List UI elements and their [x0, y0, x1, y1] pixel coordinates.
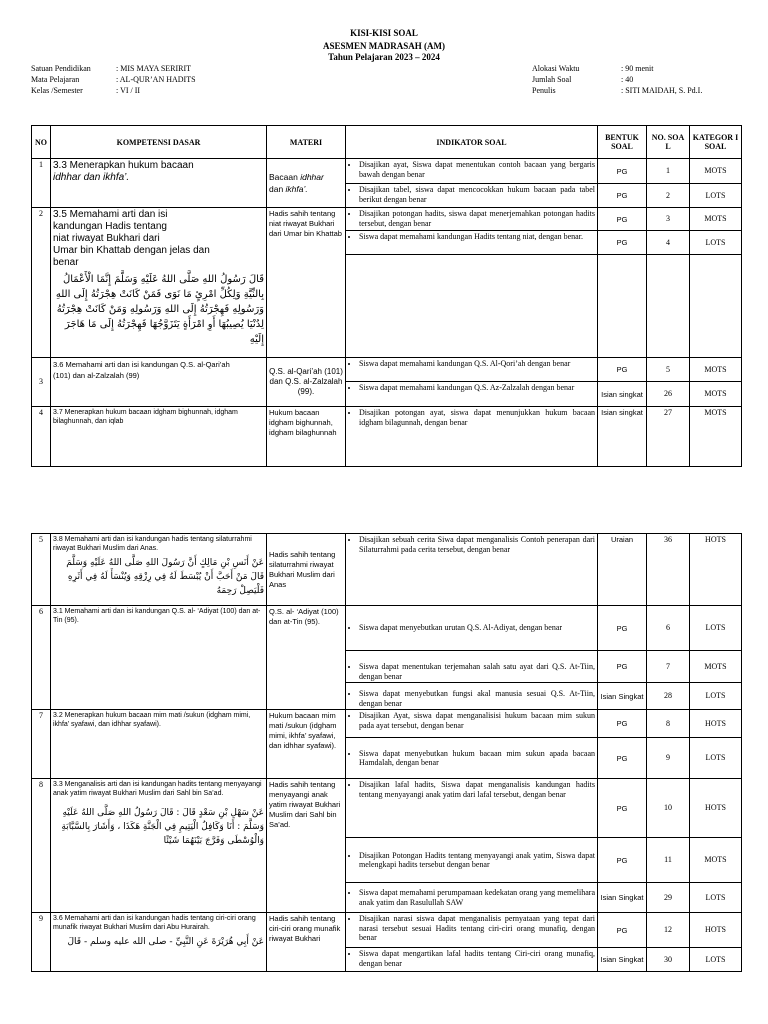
kd-text: (101) dan al-Zalzalah (99)	[53, 371, 140, 380]
kd-cell	[51, 534, 267, 606]
indikator-text: • Disajikan lafal hadits, Siswa dapat menganalisis kandungan hadits tentang menyayangi anak yatim dari lafal tersebut, dengan benar	[359, 780, 595, 799]
materi-text: ikhfa’.	[285, 184, 308, 194]
indikator-cell	[346, 407, 598, 467]
nosoal-cell: 2	[647, 184, 690, 208]
nosoal-cell: 36	[647, 534, 690, 606]
indikator-text: • Siswa dapat memahami kandungan Q.S. Az-Zalzalah dengan benar	[359, 383, 595, 393]
hadith-arabic-text: عَنْ أَنَسِ بْنِ مَالِكٍ أَنَّ رَسُولَ اللهِ صَلَّى اللهُ عَلَيْهِ وَسَلَّمَ قَالَ مَنْ أَحَبَّ أَنْ يُبْسَطَ لَهُ فِي رِزْقِهِ وَيُنْسَأَ لَهُ فِي أَثَرِهِ فَلْيَصِلْ رَحِمَهُ	[66, 558, 264, 596]
indikator-text: • Siswa dapat menentukan terjemahan salah satu ayat dari Q.S. At-Tiin, dengan benar	[359, 662, 595, 681]
indikator-text: • Disajikan potongan hadits, siswa dapat menerjemahkan potongan hadits tersebut, dengan benar	[359, 209, 595, 228]
kisi-table-page-2	[31, 533, 742, 972]
meta-row	[31, 74, 196, 85]
nosoal-cell-empty	[647, 255, 690, 358]
indikator-text: • Siswa dapat mengartikan lafal hadits tentang Ciri-ciri orang munafiq, dengan benar	[359, 949, 595, 968]
kd-cell: 3.2 Menerapkan hukum bacaan mim mati /sukun (idgham mimi, ikhfa’ syafawi, dan idhhar syafawi).	[51, 710, 267, 779]
bentuk-cell: Isian singkat	[598, 382, 647, 407]
meta-right	[532, 63, 702, 96]
kategori-cell: LOTS	[690, 948, 742, 972]
col-header-materi: MATERI	[267, 126, 346, 159]
nosoal-cell: 26	[647, 382, 690, 407]
meta-row	[31, 63, 196, 74]
bentuk-cell: PG	[598, 651, 647, 683]
nosoal-cell: 4	[647, 231, 690, 255]
kategori-cell: LOTS	[690, 683, 742, 710]
materi-cell: Hadis sahih tentang silaturrahmi riwayat Bukhari Muslim dari Anas	[267, 534, 346, 606]
col-header-kategori: KATEGOR I SOAL	[690, 126, 742, 159]
indikator-cell	[346, 948, 598, 972]
indikator-cell	[346, 382, 598, 407]
meta-label: Alokasi Waktu	[532, 64, 580, 73]
indikator-text: • Disajikan sebuah cerita Siwa dapat menganalisis Contoh penerapan dari Silaturrahmi pada cerita tersebut, dengan benar	[359, 535, 595, 554]
kategori-cell: LOTS	[690, 184, 742, 208]
kategori-cell: MOTS	[690, 208, 742, 231]
table-row	[32, 779, 742, 838]
indikator-cell	[346, 208, 598, 231]
doc-year: Tahun Pelajaran 2023 – 2024	[328, 52, 440, 62]
hadith-arabic-text: عَنْ سَهْلِ بْنِ سَعْدٍ قَالَ : قَالَ رَسُولُ اللهِ صَلَّى اللهُ عَلَيْهِ وَسَلَّمَ : أَنَا وَكَافِلُ الْيَتِيمِ فِي الْجَنَّةِ هَكَذَا ، وَأَشَارَ بِالسَّبَّابَةِ وَالْوُسْطَى وَفَرَّجَ بَيْنَهُمَا شَيْئًا	[61, 808, 264, 846]
meta-label: Jumlah Soal	[532, 75, 572, 84]
hadith-arabic-text: عَنْ أَبِي هُرَيْرَةَ عَنِ النَّبِيِّ - صلى الله عليه وسلم - قَالَ	[67, 937, 264, 947]
row-no: 9	[32, 913, 51, 972]
meta-value: : SITI MAIDAH, S. Pd.I.	[621, 86, 703, 95]
table-header-row	[32, 126, 742, 159]
bentuk-cell: PG	[598, 913, 647, 948]
nosoal-cell: 8	[647, 710, 690, 738]
indikator-cell	[346, 534, 598, 606]
materi-cell: Q.S. al-Qari’ah (101) dan Q.S. al-Zalzalah (99).	[267, 358, 346, 407]
table-row	[32, 913, 742, 948]
kategori-cell: LOTS	[690, 231, 742, 255]
materi-cell: Hadis sahih tentang ciri-ciri orang munafik riwayat Bukhari	[267, 913, 346, 972]
meta-row	[31, 85, 196, 96]
col-header-kd: KOMPETENSI DASAR	[51, 126, 267, 159]
materi-text: Bacaan	[269, 172, 301, 182]
meta-left	[31, 63, 196, 96]
kd-text: 3.3 Menganalisis arti dan isi kandungan hadits tentang menyayangi anak yatim riwayat Bukhari Muslim dari Sahl bin Sa’ad.	[53, 781, 262, 797]
materi-cell: Hadis sahih tentang niat riwayat Bukhari dari Umar bin Khattab	[267, 208, 346, 358]
nosoal-cell: 5	[647, 358, 690, 382]
meta-label: Kelas /Semester	[31, 86, 83, 95]
kategori-cell: MOTS	[690, 382, 742, 407]
kategori-cell: MOTS	[690, 407, 742, 467]
col-header-indikator: INDIKATOR SOAL	[346, 126, 598, 159]
row-no: 8	[32, 779, 51, 913]
indikator-cell	[346, 606, 598, 651]
kategori-cell: MOTS	[690, 651, 742, 683]
indikator-cell	[346, 159, 598, 184]
row-no: 1	[32, 159, 51, 208]
table-row	[32, 358, 742, 382]
bentuk-cell: PG	[598, 231, 647, 255]
materi-cell: Q.S. al- ‘Adiyat (100) dan at-Tin (95).	[267, 606, 346, 710]
table-row	[32, 208, 742, 231]
row-no: 2	[32, 208, 51, 358]
bentuk-cell: PG	[598, 208, 647, 231]
row-no: 5	[32, 534, 51, 606]
bentuk-cell: PG	[598, 779, 647, 838]
col-header-nosoal: NO. SOA L	[647, 126, 690, 159]
kd-cell	[51, 358, 267, 407]
indikator-cell	[346, 913, 598, 948]
kd-text: benar	[53, 257, 79, 268]
kategori-cell: MOTS	[690, 358, 742, 382]
bentuk-cell: PG	[598, 606, 647, 651]
nosoal-cell: 7	[647, 651, 690, 683]
row-no: 7	[32, 710, 51, 779]
table-row	[32, 407, 742, 467]
bentuk-cell: PG	[598, 159, 647, 184]
kategori-cell: HOTS	[690, 779, 742, 838]
indikator-cell	[346, 231, 598, 255]
kategori-cell: HOTS	[690, 534, 742, 606]
meta-row	[532, 63, 702, 74]
indikator-cell	[346, 710, 598, 738]
bentuk-cell: PG	[598, 184, 647, 208]
indikator-text: • Siswa dapat memahami kandungan Hadits tentang niat, dengan benar.	[359, 232, 595, 242]
meta-value: : 90 menit	[621, 64, 654, 73]
indikator-cell-empty	[346, 255, 598, 358]
indikator-text: • Siswa dapat menyebutkan urutan Q.S. Al-Adiyat, dengan benar	[359, 623, 595, 633]
bentuk-cell: Isian singkat	[598, 407, 647, 467]
meta-row	[532, 85, 702, 96]
indikator-text: • Siswa dapat memahami kandungan Q.S. Al-Qori’ah dengan benar	[359, 359, 595, 369]
bentuk-cell: PG	[598, 358, 647, 382]
indikator-text: • Disajikan Ayat, siswa dapat menganalisisi hukum bacaan mim sukun pada ayat tersebut, dengan benar	[359, 711, 595, 730]
nosoal-cell: 30	[647, 948, 690, 972]
kategori-cell: LOTS	[690, 883, 742, 913]
kd-text: 3.6 Memahami arti dan isi kandungan hadis tentang ciri-ciri orang munafik riwayat Bukhari Muslim dari Abu Hurairah.	[53, 915, 256, 931]
row-no: 4	[32, 407, 51, 467]
indikator-cell	[346, 838, 598, 883]
materi-cell: Hukum bacaan idgham bighunnah, idgham bilaghunnah	[267, 407, 346, 467]
indikator-cell	[346, 738, 598, 779]
kategori-cell: HOTS	[690, 913, 742, 948]
meta-row	[532, 74, 702, 85]
materi-text: idhhar	[300, 172, 324, 182]
row-no: 3	[32, 358, 51, 407]
col-header-no: NO	[32, 126, 51, 159]
col-header-bentuk: BENTUK SOAL	[598, 126, 647, 159]
nosoal-cell: 27	[647, 407, 690, 467]
indikator-text: • Disajikan narasi siswa dapat menganalisis pernyataan yang tepat dari narasi tersebut sesuai Hadits tentang ciri-ciri orang munafiq, dengan benar	[359, 914, 595, 943]
kd-text: 3.3 Menerapkan hukum bacaan	[53, 160, 194, 171]
kd-cell	[51, 208, 267, 358]
nosoal-cell: 10	[647, 779, 690, 838]
indikator-cell	[346, 779, 598, 838]
table-row	[32, 710, 742, 738]
row-no: 6	[32, 606, 51, 710]
bentuk-cell: Isian Singkat	[598, 683, 647, 710]
materi-cell: Hadis sahih tentang menyayangi anak yatim riwayat Bukhari Muslim dari Sahl bin Sa’ad.	[267, 779, 346, 913]
bentuk-cell: Isian Singkat	[598, 883, 647, 913]
indikator-text: • Disajikan potongan ayat, siswa dapat menunjukkan hukum bacaan idgham bilagunnah, dengan benar	[359, 408, 595, 427]
bentuk-cell: Isian Singkat	[598, 948, 647, 972]
nosoal-cell: 1	[647, 159, 690, 184]
indikator-cell	[346, 358, 598, 382]
table-row	[32, 606, 742, 651]
indikator-text: • Disajikan Potongan Hadits tentang menyayangi anak yatim, Siswa dapat melengkapi hadits tersebut dengan benar	[359, 851, 595, 870]
kategori-cell: HOTS	[690, 710, 742, 738]
materi-cell	[267, 159, 346, 208]
hadith-arabic-text: قَالَ رَسُولُ اللهِ صَلَّى اللهُ عَلَيْهِ وَسَلَّمَ إِنَّمَا الْأَعْمَالُ بِالنِّيَّةِ وَلِكُلِّ امْرِئٍ مَا نَوَى فَمَنْ كَانَتْ هِجْرَتُهُ إِلَى اللهِ وَرَسُولِهِ فَهِجْرَتُهُ إِلَى اللهِ وَرَسُولِهِ وَمَنْ كَانَتْ هِجْرَتُهُ لِدُنْيَا يُصِيبُهَا أَوِ امْرَأَةٍ يَتَزَوَّجُهَا فَهِجْرَتُهُ إِلَى مَا هَاجَرَ إِلَيْهِ	[55, 274, 264, 345]
nosoal-cell: 6	[647, 606, 690, 651]
bentuk-cell: Uraian	[598, 534, 647, 606]
kd-text: kandungan Hadis tentang	[53, 221, 167, 232]
kd-text: idhhar dan ikhfa’.	[53, 172, 130, 183]
table-row	[32, 534, 742, 606]
bentuk-cell: PG	[598, 738, 647, 779]
kd-cell: 3.7 Menerapkan hukum bacaan idgham bighunnah, idgham bilaghunnah, dan iqlab	[51, 407, 267, 467]
bentuk-cell: PG	[598, 710, 647, 738]
meta-label: Penulis	[532, 86, 556, 95]
kategori-cell-empty	[690, 255, 742, 358]
bentuk-cell-empty	[598, 255, 647, 358]
meta-value: : AL-QUR’AN HADITS	[116, 75, 196, 84]
doc-subtitle: ASESMEN MADRASAH (AM)	[323, 41, 445, 51]
nosoal-cell: 11	[647, 838, 690, 883]
table-row	[32, 159, 742, 184]
materi-text: dan	[269, 184, 286, 194]
indikator-cell	[346, 883, 598, 913]
kd-cell: 3.1 Memahami arti dan isi kandungan Q.S. al- ‘Adiyat (100) dan at-Tin (95).	[51, 606, 267, 710]
kategori-cell: MOTS	[690, 159, 742, 184]
kategori-cell: LOTS	[690, 606, 742, 651]
indikator-text: • Disajikan tabel, siswa dapat mencocokkan hukum bacaan pada tabel berikut dengan benar	[359, 185, 595, 204]
meta-value: : 40	[621, 75, 634, 84]
nosoal-cell: 9	[647, 738, 690, 779]
nosoal-cell: 28	[647, 683, 690, 710]
indikator-text: • Siswa dapat menyebutkan fungsi akal manusia sesuai Q.S. At-Tiin, dengan benar	[359, 689, 595, 708]
kd-text: 3.6 Memahami arti dan isi kandungan Q.S. al-Qari’ah	[53, 360, 230, 369]
kategori-cell: MOTS	[690, 838, 742, 883]
meta-label: Mata Pelajaran	[31, 75, 80, 84]
indikator-cell	[346, 651, 598, 683]
nosoal-cell: 12	[647, 913, 690, 948]
kd-text: 3.8 Memahami arti dan isi kandungan hadis tentang silaturrahmi riwayat Bukhari Muslim dari Anas.	[53, 536, 252, 552]
kd-text: Umar bin Khattab dengan jelas dan	[53, 245, 210, 256]
indikator-text: • Siswa dapat menyebutkan hukum bacaan mim sukun apada bacaan Hamdalah, dengan benar	[359, 749, 595, 768]
nosoal-cell: 3	[647, 208, 690, 231]
materi-cell: Hukum bacaan mim mati /sukun (idgham mimi, ikhfa’ syafawi, dan idhhar syafawi).	[267, 710, 346, 779]
meta-label: Satuan Pendidikan	[31, 64, 91, 73]
kd-text: 3.5 Memahami arti dan isi	[53, 209, 168, 220]
indikator-cell	[346, 184, 598, 208]
doc-title: KISI-KISI SOAL	[350, 28, 418, 38]
meta-value: : MIS MAYA SERIRIT	[116, 64, 192, 73]
indikator-text: • Siswa dapat memahami perumpamaan kedekatan orang yang memelihara anak yatim dan Rasulullah SAW	[359, 888, 595, 907]
kd-text: niat riwayat Bukhari dari	[53, 233, 160, 244]
indikator-text: • Disajikan ayat, Siswa dapat menentukan contoh bacaan yang bergaris bawah dengan benar	[359, 160, 595, 179]
nosoal-cell: 29	[647, 883, 690, 913]
kategori-cell: LOTS	[690, 738, 742, 779]
bentuk-cell: PG	[598, 838, 647, 883]
kd-cell	[51, 779, 267, 913]
meta-value: : VI / II	[116, 86, 141, 95]
kd-cell	[51, 159, 267, 208]
kisi-table-page-1	[31, 125, 742, 467]
indikator-cell	[346, 683, 598, 710]
kd-cell	[51, 913, 267, 972]
